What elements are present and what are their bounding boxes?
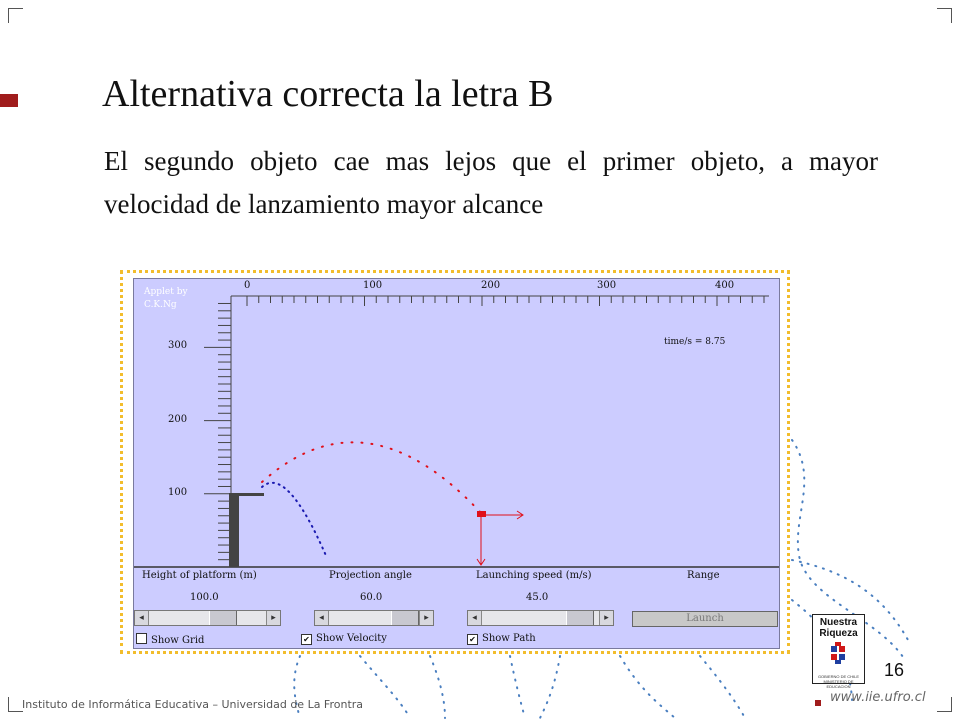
speed-slider-thumb[interactable] [566,611,594,625]
slide-body-text: El segundo objeto cae mas lejos que el primer objeto, a mayor velocidad de lanzamiento mayor alcance [104,146,878,219]
y-tick-label-100: 100 [168,487,188,498]
platform-top [229,493,264,496]
x-tick-label-400: 400 [715,280,735,291]
x-tick-label-200: 200 [481,280,501,291]
y-tick-label-300: 300 [168,340,188,351]
range-label: Range [687,570,720,581]
speed-slider[interactable] [467,610,614,626]
right-arrow-icon[interactable]: ▸ [599,611,613,625]
trajectory-first-object [262,483,327,558]
logo-line1: Nuestra [819,617,858,628]
x-axis-ticks [247,296,764,306]
projectile-applet[interactable] [133,278,780,649]
height-slider-thumb[interactable] [209,611,237,625]
check-mark-icon[interactable]: ✔ [301,634,312,645]
footer-bullet [815,700,821,706]
left-arrow-icon[interactable]: ◂ [135,611,149,625]
show-velocity-checkbox[interactable] [301,633,387,645]
checkbox-box[interactable] [136,633,147,644]
show-grid-checkbox[interactable] [136,633,204,646]
right-arrow-icon[interactable]: ▸ [266,611,280,625]
height-label: Height of platform (m) [142,570,257,581]
trajectory-second-object [262,442,482,514]
logo-line3: GOBIERNO DE CHILE [817,674,860,679]
logo-emblem-icon [813,639,864,669]
show-grid-label: Show Grid [151,635,205,646]
y-tick-label-200: 200 [168,414,188,425]
logo-line2: Riqueza [819,628,858,639]
applet-credit-line1: Applet by [144,287,188,297]
left-arrow-icon[interactable]: ◂ [315,611,329,625]
x-tick-label-0: 0 [244,280,251,291]
platform-block [229,493,239,567]
speed-value: 45.0 [526,592,549,603]
logo-line4: MINISTERIO DE EDUCACION [823,679,854,689]
applet-canvas [134,279,780,649]
angle-label: Projection angle [329,570,412,581]
angle-slider-thumb[interactable] [391,611,419,625]
x-tick-label-100: 100 [363,280,383,291]
applet-credit-line2: C.K.Ng [144,300,177,310]
footer-url: www.iie.ufro.cl [830,690,926,705]
angle-slider[interactable] [314,610,434,626]
left-arrow-icon[interactable]: ◂ [468,611,482,625]
angle-value: 60.0 [360,592,383,603]
show-path-checkbox[interactable] [467,633,536,645]
launch-button[interactable]: Launch [632,611,778,627]
time-readout: time/s = 8.75 [664,337,726,347]
show-path-label: Show Path [482,633,536,644]
speed-label: Launching speed (m/s) [476,570,592,581]
height-value: 100.0 [190,592,219,603]
show-velocity-label: Show Velocity [316,633,387,644]
footer-institution: Instituto de Informática Educativa – Universidad de La Frontra [22,698,364,711]
x-tick-label-300: 300 [597,280,617,291]
nuestra-riqueza-logo [812,614,865,689]
page-number: 16 [884,660,905,680]
height-slider[interactable] [134,610,281,626]
check-mark-icon[interactable]: ✔ [467,634,478,645]
right-arrow-icon[interactable]: ▸ [419,611,433,625]
y-axis-ticks [204,303,231,567]
slide-title: Alternativa correcta la letra B [102,73,554,115]
